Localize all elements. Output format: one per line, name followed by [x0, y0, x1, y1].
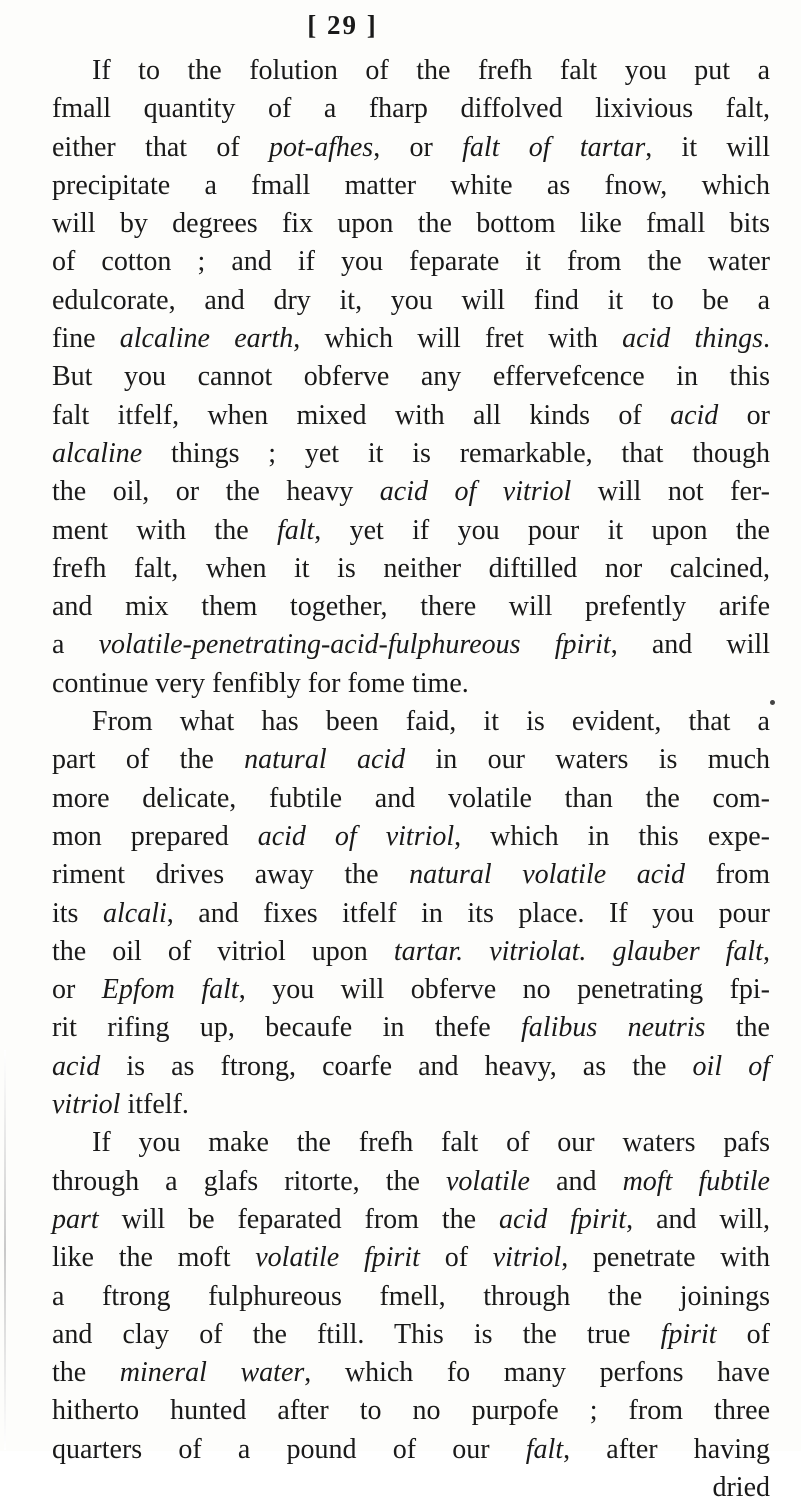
- text-run: , after having: [563, 1433, 770, 1465]
- italic-phrase: vitriol: [52, 1089, 121, 1121]
- text-line: [52, 550, 770, 588]
- text-run: , and fixes itfelf in its place. If you pour: [166, 897, 770, 929]
- italic-phrase: fpirit: [660, 1318, 717, 1350]
- text-run: itfelf.: [120, 1089, 189, 1121]
- text-run: edulcorate, and dry it, you will find it to be a: [52, 284, 770, 316]
- text-run: from: [684, 859, 770, 891]
- text-run: continue very fenfibly for fome time.: [52, 667, 469, 699]
- text-run: of: [716, 1318, 770, 1350]
- text-run: dried: [712, 1471, 770, 1503]
- text-run: and clay of the ftill. This is the true: [52, 1318, 661, 1350]
- text-line: [52, 205, 770, 243]
- text-run: precipitate a fmall matter white as fnow, which: [52, 169, 770, 201]
- text-run: will not fer-: [571, 476, 770, 508]
- italic-phrase: volatile fpirit: [255, 1242, 420, 1274]
- text-run: of: [419, 1242, 493, 1274]
- text-line: [52, 971, 770, 1009]
- italic-phrase: falt: [525, 1433, 564, 1465]
- italic-phrase: alcaline earth: [119, 323, 294, 355]
- text-line: [52, 1278, 770, 1316]
- text-line: [52, 435, 770, 473]
- text-run: , and will: [610, 629, 770, 661]
- text-run: will be feparated from the: [98, 1203, 499, 1235]
- text-run: the: [52, 1357, 120, 1389]
- text-line: [52, 473, 770, 511]
- text-line: [52, 282, 770, 320]
- italic-phrase: part: [52, 1203, 99, 1235]
- text-run: in our waters is much: [405, 744, 771, 776]
- text-run: fmall quantity of a fharp diffolved lixivious falt,: [52, 93, 770, 125]
- italic-phrase: vitriol: [492, 1242, 562, 1274]
- text-run: , penetrate with: [561, 1242, 771, 1274]
- italic-phrase: alcaline: [52, 437, 143, 469]
- text-run: If to the folution of the frefh falt you put a: [92, 55, 770, 86]
- text-line: [52, 588, 770, 626]
- text-run: riment drives away the: [52, 859, 410, 891]
- text-run: quarters of a pound of our: [52, 1433, 526, 1465]
- text-run: or: [718, 399, 771, 431]
- text-line: [52, 397, 770, 435]
- text-run: falt itfelf, when mixed with all kinds of: [52, 399, 671, 431]
- text-run: either that of: [52, 131, 269, 163]
- italic-phrase: acid: [670, 399, 719, 431]
- italic-phrase: acid of vitriol: [257, 820, 455, 852]
- text-run: or: [52, 974, 102, 1006]
- italic-phrase: volatile: [446, 1165, 530, 1197]
- text-run: more delicate, fubtile and volatile than the com-: [52, 782, 770, 814]
- text-line: [52, 1048, 770, 1086]
- text-line: [52, 1392, 770, 1430]
- italic-phrase: moft fubtile: [622, 1165, 770, 1197]
- text-line: [52, 1201, 770, 1239]
- italic-phrase: volatile-penetrating-acid-fulphureous fpirit: [98, 629, 611, 661]
- binding-edge-shadow: [4, 1050, 6, 1450]
- text-line: [52, 626, 770, 664]
- text-run: From what has been faid, it is evident, that a: [92, 706, 770, 738]
- text-run: the oil, or the heavy: [52, 476, 380, 508]
- text-line: [52, 933, 770, 971]
- text-run: through a glafs ritorte, the: [52, 1165, 446, 1197]
- text-run: is as ftrong, coarfe and heavy, as the: [100, 1050, 693, 1082]
- text-line: [52, 129, 770, 167]
- text-run: But you cannot obferve any effervefcence in this: [52, 361, 770, 393]
- catchword: [52, 1469, 770, 1507]
- text-line: [52, 167, 770, 205]
- italic-phrase: pot-afhes: [268, 131, 374, 163]
- text-run: ment with the: [52, 514, 277, 546]
- text-line: [52, 1431, 770, 1469]
- italic-phrase: falt of tartar: [462, 131, 646, 163]
- text-line: [52, 1239, 770, 1277]
- text-line: [52, 703, 770, 741]
- text-line: [52, 895, 770, 933]
- text-run: and mix them together, there will prefently arife: [52, 591, 770, 623]
- text-run: rit rifing up, becaufe in thefe: [52, 1012, 522, 1044]
- italic-phrase: acid fpirit: [499, 1203, 627, 1235]
- text-run: , yet if you pour it upon the: [314, 514, 770, 546]
- italic-phrase: natural acid: [244, 744, 406, 776]
- text-run: If you make the frefh falt of our waters pafs: [92, 1127, 770, 1159]
- text-run: the: [705, 1012, 770, 1044]
- italic-phrase: natural volatile acid: [409, 859, 685, 891]
- text-run: things ; yet it is remarkable, that though: [142, 437, 770, 469]
- italic-phrase: mineral water: [119, 1357, 305, 1389]
- ink-speck: [770, 700, 775, 705]
- page-number: [ 29 ]: [307, 10, 378, 40]
- text-line: [52, 1354, 770, 1392]
- text-run: , you will obferve no penetrating fpi-: [238, 974, 770, 1006]
- italic-phrase: falibus neutris: [521, 1012, 706, 1044]
- text-run: like the moft: [52, 1242, 256, 1274]
- text-run: ,: [763, 935, 770, 967]
- text-line: [52, 320, 770, 358]
- text-run: , which will fret with: [293, 323, 623, 355]
- text-line: [52, 512, 770, 550]
- text-run: and: [529, 1165, 623, 1197]
- italic-phrase: acid: [52, 1050, 101, 1082]
- italic-phrase: alcali: [102, 897, 167, 929]
- italic-phrase: oil of: [692, 1050, 770, 1082]
- text-line: [52, 665, 770, 703]
- text-run: its: [52, 897, 103, 929]
- text-run: .: [763, 323, 770, 355]
- text-run: mon prepared: [52, 820, 258, 852]
- text-run: , it will: [645, 131, 770, 163]
- text-line: [52, 90, 770, 128]
- text-line: [52, 1124, 770, 1162]
- text-line: [52, 1163, 770, 1201]
- text-line: [52, 52, 770, 90]
- italic-phrase: Epfom falt: [101, 974, 239, 1006]
- text-line: [52, 780, 770, 818]
- text-line: [52, 358, 770, 396]
- text-run: a: [52, 629, 99, 661]
- text-run: hitherto hunted after to no purpofe ; from three: [52, 1395, 770, 1427]
- text-line: [52, 818, 770, 856]
- text-run: fine: [52, 323, 120, 355]
- text-run: , which fo many perfons have: [304, 1357, 770, 1389]
- text-run: a ftrong fulphureous fmell, through the joinings: [52, 1280, 770, 1312]
- italic-phrase: acid of vitriol: [379, 476, 572, 508]
- text-line: [52, 243, 770, 281]
- text-run: the oil of vitriol upon: [52, 935, 394, 967]
- text-line: [52, 741, 770, 779]
- italic-phrase: falt: [276, 514, 315, 546]
- italic-phrase: tartar. vitriolat. glauber falt: [393, 935, 763, 967]
- text-run: part of the: [52, 744, 245, 776]
- text-line: [52, 1316, 770, 1354]
- text-run: , or: [373, 131, 463, 163]
- text-line: [52, 1086, 770, 1124]
- text-run: frefh falt, when it is neither diftilled nor calcined,: [52, 552, 770, 584]
- italic-phrase: acid things: [622, 323, 763, 355]
- text-run: will by degrees fix upon the bottom like fmall bits: [52, 208, 770, 240]
- text-run: of cotton ; and if you feparate it from the water: [52, 246, 770, 278]
- text-run: , which in this expe-: [454, 820, 770, 852]
- text-line: [52, 1009, 770, 1047]
- text-line: [52, 856, 770, 894]
- text-run: , and will,: [626, 1203, 770, 1235]
- body-text: [52, 52, 770, 1507]
